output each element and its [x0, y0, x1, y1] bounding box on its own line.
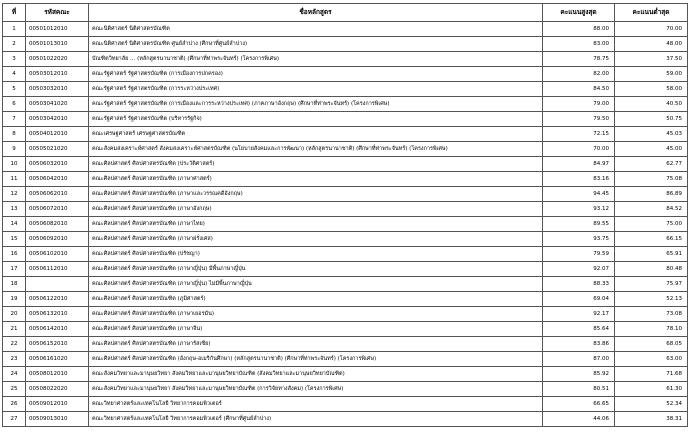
- program-name-cell: คณะศิลปศาสตร์ ศิลปศาสตรบัณฑิต (ภาษาจีน): [89, 322, 543, 337]
- table-body: [3, 22, 688, 427]
- max-score-cell: 66.65: [543, 397, 615, 412]
- min-score-cell: 40.50: [615, 97, 688, 112]
- table-row: [3, 247, 688, 262]
- row-number-cell: 26: [3, 397, 26, 412]
- min-score-cell: 52.34: [615, 397, 688, 412]
- program-name-cell: คณะศิลปศาสตร์ ศิลปศาสตรบัณฑิต (ภาษารัสเซีย): [89, 337, 543, 352]
- min-score-cell: 75.08: [615, 172, 688, 187]
- row-number-cell: 18: [3, 277, 26, 292]
- table-row: [3, 172, 688, 187]
- faculty-code-cell: 00503042010: [26, 112, 89, 127]
- row-number-cell: 2: [3, 37, 26, 52]
- col-header-faculty-code: รหัสคณะ: [26, 4, 89, 22]
- row-number-cell: 19: [3, 292, 26, 307]
- min-score-cell: 59.00: [615, 67, 688, 82]
- min-score-cell: 37.50: [615, 52, 688, 67]
- faculty-code-cell: 00501013010: [26, 37, 89, 52]
- faculty-code-cell: [26, 277, 89, 292]
- table-row: [3, 322, 688, 337]
- min-score-cell: 75.00: [615, 217, 688, 232]
- table-header-row: [3, 4, 688, 22]
- faculty-code-cell: 00505021020: [26, 142, 89, 157]
- min-score-cell: 80.48: [615, 262, 688, 277]
- max-score-cell: 94.45: [543, 187, 615, 202]
- table-row: [3, 22, 688, 37]
- table-row: [3, 202, 688, 217]
- max-score-cell: 93.75: [543, 232, 615, 247]
- program-name-cell: บัณฑิตวิทยาลัย ... (หลักสูตรนานาชาติ) (ศึกษาที่ท่าพระจันทร์) (โครงการพิเศษ): [89, 52, 543, 67]
- table-row: [3, 352, 688, 367]
- faculty-code-cell: 00506042010: [26, 172, 89, 187]
- max-score-cell: 83.00: [543, 37, 615, 52]
- row-number-cell: 6: [3, 97, 26, 112]
- table-row: [3, 367, 688, 382]
- table-row: [3, 142, 688, 157]
- row-number-cell: 4: [3, 67, 26, 82]
- min-score-cell: 70.00: [615, 22, 688, 37]
- faculty-code-cell: 00504012010: [26, 127, 89, 142]
- faculty-code-cell: 00506102010: [26, 247, 89, 262]
- min-score-cell: 73.08: [615, 307, 688, 322]
- table-row: [3, 217, 688, 232]
- row-number-cell: 11: [3, 172, 26, 187]
- col-header-min-score: คะแนนต่ำสุด: [615, 4, 688, 22]
- program-name-cell: คณะวิทยาศาสตร์และเทคโนโลยี วิทยาการคอมพิวเตอร์: [89, 397, 543, 412]
- row-number-cell: 5: [3, 82, 26, 97]
- program-name-cell: คณะนิติศาสตร์ นิติศาสตรบัณฑิต ศูนย์ลำปาง (ศึกษาที่ศูนย์ลำปาง): [89, 37, 543, 52]
- program-name-cell: คณะสังคมวิทยาและมานุษยวิทยา สังคมวิทยาและมานุษยวิทยาบัณฑิต (สังคมวิทยาและมานุษยวิทยาบัณฑิต): [89, 367, 543, 382]
- max-score-cell: 72.15: [543, 127, 615, 142]
- max-score-cell: 84.50: [543, 82, 615, 97]
- row-number-cell: 16: [3, 247, 26, 262]
- min-score-cell: 61.30: [615, 382, 688, 397]
- max-score-cell: 70.00: [543, 142, 615, 157]
- max-score-cell: 92.17: [543, 307, 615, 322]
- table-row: [3, 187, 688, 202]
- row-number-cell: 24: [3, 367, 26, 382]
- row-number-cell: 15: [3, 232, 26, 247]
- row-number-cell: 10: [3, 157, 26, 172]
- min-score-cell: 63.00: [615, 352, 688, 367]
- program-name-cell: คณะรัฐศาสตร์ รัฐศาสตรบัณฑิต (การระหว่างประเทศ): [89, 82, 543, 97]
- row-number-cell: 3: [3, 52, 26, 67]
- table-row: [3, 127, 688, 142]
- faculty-code-cell: 00501022020: [26, 52, 89, 67]
- row-number-cell: 7: [3, 112, 26, 127]
- max-score-cell: 78.75: [543, 52, 615, 67]
- program-name-cell: คณะศิลปศาสตร์ ศิลปศาสตรบัณฑิต (ประวัติศาสตร์): [89, 157, 543, 172]
- row-number-cell: 13: [3, 202, 26, 217]
- faculty-code-cell: 00509013010: [26, 412, 89, 427]
- program-name-cell: คณะศิลปศาสตร์ ศิลปศาสตรบัณฑิต (ภาษาเยอรมัน): [89, 307, 543, 322]
- table-row: [3, 412, 688, 427]
- min-score-cell: 75.97: [615, 277, 688, 292]
- faculty-code-cell: 00508012010: [26, 367, 89, 382]
- program-name-cell: คณะรัฐศาสตร์ รัฐศาสตรบัณฑิต (การเมืองและการระหว่างประเทศ) (ภาคภาษาอังกฤษ) (ศึกษาที่ท่าพระจันทร์) (โครงการพิเศษ): [89, 97, 543, 112]
- faculty-code-cell: 00506142010: [26, 322, 89, 337]
- min-score-cell: 65.91: [615, 247, 688, 262]
- max-score-cell: 89.55: [543, 217, 615, 232]
- faculty-code-cell: 00509012010: [26, 397, 89, 412]
- max-score-cell: 82.00: [543, 67, 615, 82]
- table-row: [3, 292, 688, 307]
- col-header-max-score: คะแนนสูงสุด: [543, 4, 615, 22]
- max-score-cell: 79.00: [543, 97, 615, 112]
- program-name-cell: คณะนิติศาสตร์ นิติศาสตรบัณฑิต: [89, 22, 543, 37]
- min-score-cell: 66.15: [615, 232, 688, 247]
- row-number-cell: 20: [3, 307, 26, 322]
- table-row: [3, 82, 688, 97]
- program-name-cell: คณะวิทยาศาสตร์และเทคโนโลยี วิทยาการคอมพิวเตอร์ (ศึกษาที่ศูนย์ลำปาง): [89, 412, 543, 427]
- max-score-cell: 83.16: [543, 172, 615, 187]
- program-name-cell: คณะศิลปศาสตร์ ศิลปศาสตรบัณฑิต (ภาษาญี่ปุ่น) มีพื้นภาษาญี่ปุ่น: [89, 262, 543, 277]
- faculty-code-cell: 00506152010: [26, 337, 89, 352]
- min-score-cell: 45.03: [615, 127, 688, 142]
- program-name-cell: คณะสังคมสงเคราะห์ศาสตร์ สังคมสงเคราะห์ศาสตรบัณฑิต (นโยบายสังคมและการพัฒนา) (หลักสูตรนานาชาติ) (ศึกษาที่ท่าพระจันทร์) (โครงการพิเศษ): [89, 142, 543, 157]
- min-score-cell: 68.05: [615, 337, 688, 352]
- program-name-cell: คณะรัฐศาสตร์ รัฐศาสตรบัณฑิต (การเมืองการปกครอง): [89, 67, 543, 82]
- table-row: [3, 97, 688, 112]
- program-name-cell: คณะศิลปศาสตร์ ศิลปศาสตรบัณฑิต (ภาษาและวรรณคดีอังกฤษ): [89, 187, 543, 202]
- table-row: [3, 52, 688, 67]
- row-number-cell: 22: [3, 337, 26, 352]
- max-score-cell: 83.86: [543, 337, 615, 352]
- row-number-cell: 8: [3, 127, 26, 142]
- program-name-cell: คณะศิลปศาสตร์ ศิลปศาสตรบัณฑิต (ภูมิศาสตร์): [89, 292, 543, 307]
- table-row: [3, 397, 688, 412]
- row-number-cell: 14: [3, 217, 26, 232]
- faculty-code-cell: 00506082010: [26, 217, 89, 232]
- table-row: [3, 112, 688, 127]
- faculty-code-cell: 00506112010: [26, 262, 89, 277]
- faculty-code-cell: 00508022020: [26, 382, 89, 397]
- max-score-cell: 85.64: [543, 322, 615, 337]
- col-header-program-name: ชื่อหลักสูตร: [89, 4, 543, 22]
- table-row: [3, 262, 688, 277]
- row-number-cell: 21: [3, 322, 26, 337]
- min-score-cell: 52.13: [615, 292, 688, 307]
- min-score-cell: 71.68: [615, 367, 688, 382]
- table-row: [3, 337, 688, 352]
- max-score-cell: 88.33: [543, 277, 615, 292]
- max-score-cell: 69.04: [543, 292, 615, 307]
- program-name-cell: คณะศิลปศาสตร์ ศิลปศาสตรบัณฑิต (อังกฤษ-อเมริกันศึกษา) (หลักสูตรนานาชาติ) (ศึกษาที่ท่าพระจันทร์) (โครงการพิเศษ): [89, 352, 543, 367]
- program-name-cell: คณะศิลปศาสตร์ ศิลปศาสตรบัณฑิต (ภาษาฝรั่งเศส): [89, 232, 543, 247]
- faculty-code-cell: 00506062010: [26, 187, 89, 202]
- table-row: [3, 382, 688, 397]
- min-score-cell: 62.77: [615, 157, 688, 172]
- program-name-cell: คณะศิลปศาสตร์ ศิลปศาสตรบัณฑิต (ภาษาอังกฤษ): [89, 202, 543, 217]
- table-row: [3, 232, 688, 247]
- min-score-cell: 58.00: [615, 82, 688, 97]
- program-name-cell: คณะเศรษฐศาสตร์ เศรษฐศาสตรบัณฑิต: [89, 127, 543, 142]
- table-row: [3, 307, 688, 322]
- row-number-cell: 27: [3, 412, 26, 427]
- row-number-cell: 1: [3, 22, 26, 37]
- table-row: [3, 157, 688, 172]
- admission-scores-table: [2, 3, 688, 427]
- faculty-code-cell: 00503012010: [26, 67, 89, 82]
- table-row: [3, 37, 688, 52]
- program-name-cell: คณะศิลปศาสตร์ ศิลปศาสตรบัณฑิต (ภาษาศาสตร์): [89, 172, 543, 187]
- col-header-number: ที่: [3, 4, 26, 22]
- min-score-cell: 45.00: [615, 142, 688, 157]
- min-score-cell: 86.89: [615, 187, 688, 202]
- table-row: [3, 67, 688, 82]
- faculty-code-cell: 00506132010: [26, 307, 89, 322]
- faculty-code-cell: 00506122010: [26, 292, 89, 307]
- row-number-cell: 23: [3, 352, 26, 367]
- min-score-cell: 50.75: [615, 112, 688, 127]
- max-score-cell: 92.07: [543, 262, 615, 277]
- min-score-cell: 84.52: [615, 202, 688, 217]
- max-score-cell: 85.92: [543, 367, 615, 382]
- row-number-cell: 17: [3, 262, 26, 277]
- faculty-code-cell: 00506092010: [26, 232, 89, 247]
- program-name-cell: คณะศิลปศาสตร์ ศิลปศาสตรบัณฑิต (ภาษาญี่ปุ่น) ไม่มีพื้นภาษาญี่ปุ่น: [89, 277, 543, 292]
- row-number-cell: 12: [3, 187, 26, 202]
- program-name-cell: คณะศิลปศาสตร์ ศิลปศาสตรบัณฑิต (ภาษาไทย): [89, 217, 543, 232]
- min-score-cell: 38.31: [615, 412, 688, 427]
- row-number-cell: 25: [3, 382, 26, 397]
- max-score-cell: 87.00: [543, 352, 615, 367]
- max-score-cell: 84.97: [543, 157, 615, 172]
- program-name-cell: คณะรัฐศาสตร์ รัฐศาสตรบัณฑิต (บริหารรัฐกิจ): [89, 112, 543, 127]
- program-name-cell: คณะศิลปศาสตร์ ศิลปศาสตรบัณฑิต (ปรัชญา): [89, 247, 543, 262]
- max-score-cell: 44.06: [543, 412, 615, 427]
- min-score-cell: 48.00: [615, 37, 688, 52]
- score-sheet: [2, 3, 688, 427]
- max-score-cell: 93.12: [543, 202, 615, 217]
- table-row: [3, 277, 688, 292]
- max-score-cell: 79.59: [543, 247, 615, 262]
- faculty-code-cell: 00506161020: [26, 352, 89, 367]
- faculty-code-cell: 00506072010: [26, 202, 89, 217]
- row-number-cell: 9: [3, 142, 26, 157]
- faculty-code-cell: 00501012010: [26, 22, 89, 37]
- min-score-cell: 78.10: [615, 322, 688, 337]
- faculty-code-cell: 00503032010: [26, 82, 89, 97]
- max-score-cell: 79.50: [543, 112, 615, 127]
- program-name-cell: คณะสังคมวิทยาและมานุษยวิทยา สังคมวิทยาและมานุษยวิทยาบัณฑิต (การวิจัยทางสังคม) (โครงการพิเศษ): [89, 382, 543, 397]
- max-score-cell: 88.00: [543, 22, 615, 37]
- faculty-code-cell: 00506032010: [26, 157, 89, 172]
- max-score-cell: 80.51: [543, 382, 615, 397]
- faculty-code-cell: 00503041020: [26, 97, 89, 112]
